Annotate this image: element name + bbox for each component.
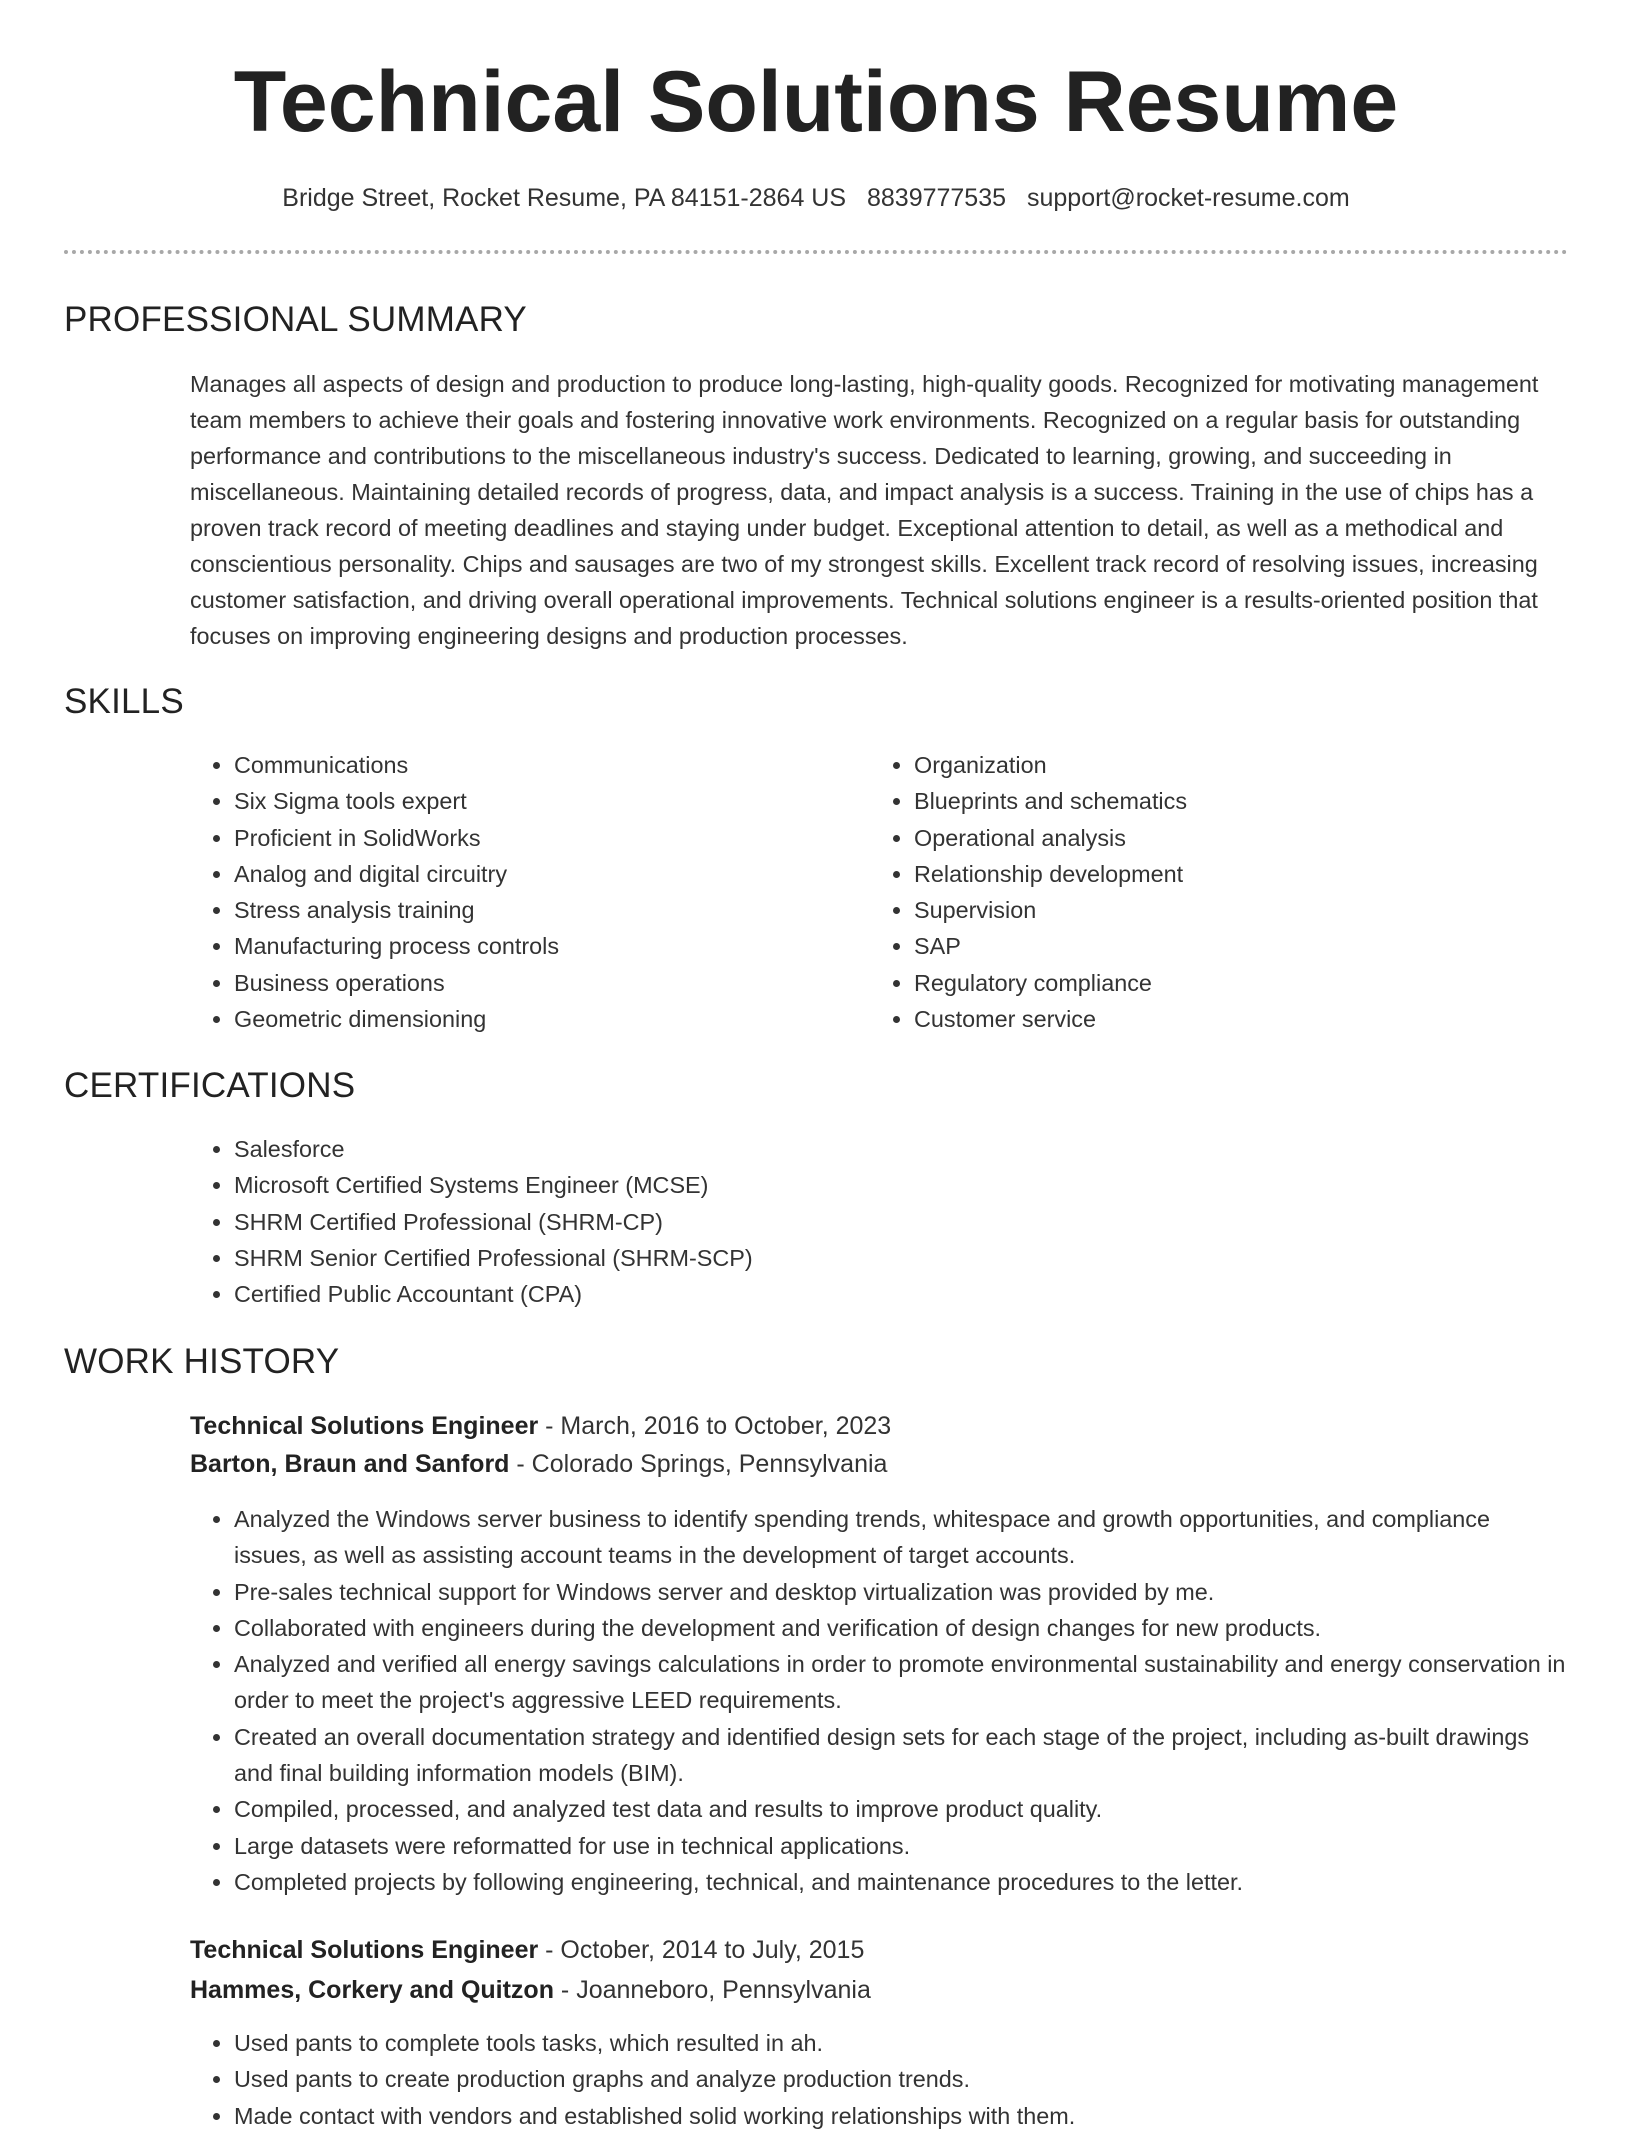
job-title: Technical Solutions Engineer <box>190 1412 539 1440</box>
list-item: • Large datasets were reformatted for use in technical applications. <box>234 1828 1568 1864</box>
job-bullets <box>190 1501 1568 1900</box>
job-bullets <box>190 2025 1568 2134</box>
resume-page <box>64 0 1568 2129</box>
contact-email: support@rocket-resume.com <box>1026 184 1350 212</box>
resume-title: Technical Solutions Resume <box>233 54 1399 150</box>
skills-heading: SKILLS <box>64 682 184 721</box>
list-item: • Salesforce <box>234 1131 1534 1167</box>
work-history-heading: WORK HISTORY <box>64 1342 340 1381</box>
contact-address: Bridge Street, Rocket Resume, PA 84151-2864 US <box>282 184 847 212</box>
list-item: • Analyzed the Windows server business to identify spending trends, whitespace and growth opportunities, and compliance issues, as well as assisting account teams in the development of target accounts. <box>234 1501 1568 1574</box>
list-item: • Relationship development <box>914 856 1534 892</box>
contact-phone: 8839777535 <box>866 184 1007 212</box>
list-item: • Proficient in SolidWorks <box>234 820 854 856</box>
skills-list-left <box>190 747 854 1037</box>
list-item: • SAP <box>914 928 1534 964</box>
list-item: • SHRM Senior Certified Professional (SHRM-SCP) <box>234 1240 1534 1276</box>
job-company-line <box>190 1445 887 1483</box>
list-item: • Certified Public Accountant (CPA) <box>234 1276 1534 1312</box>
job-dates: - October, 2014 to July, 2015 <box>538 1936 865 1964</box>
job-company: Hammes, Corkery and Quitzon <box>190 1976 554 2004</box>
list-item: • Manufacturing process controls <box>234 928 854 964</box>
list-item: • SHRM Certified Professional (SHRM-CP) <box>234 1204 1534 1240</box>
list-item: • Six Sigma tools expert <box>234 783 854 819</box>
list-item: • Blueprints and schematics <box>914 783 1534 819</box>
list-item: • Customer service <box>914 1001 1534 1037</box>
list-item: • Used pants to create production graphs and analyze production trends. <box>234 2061 1568 2097</box>
list-item: • Created an overall documentation strategy and identified design sets for each stage of the project, including as-built drawings and final building information models (BIM). <box>234 1719 1568 1792</box>
list-item: • Operational analysis <box>914 820 1534 856</box>
list-item: • Organization <box>914 747 1534 783</box>
list-item: • Geometric dimensioning <box>234 1001 854 1037</box>
job-dates: - March, 2016 to October, 2023 <box>538 1412 892 1440</box>
list-item: • Communications <box>234 747 854 783</box>
list-item: • Analog and digital circuitry <box>234 856 854 892</box>
list-item: • Pre-sales technical support for Windows server and desktop virtualization was provided by me. <box>234 1574 1568 1610</box>
list-item: • Made contact with vendors and established solid working relationships with them. <box>234 2098 1568 2134</box>
job-title: Technical Solutions Engineer <box>190 1936 539 1964</box>
list-item: • Used pants to complete tools tasks, which resulted in ah. <box>234 2025 1568 2061</box>
job-location: - Colorado Springs, Pennsylvania <box>509 1450 888 1478</box>
list-item: • Business operations <box>234 965 854 1001</box>
list-item: • Collaborated with engineers during the development and verification of design changes for new products. <box>234 1610 1568 1646</box>
list-item: • Completed projects by following engineering, technical, and maintenance procedures to the letter. <box>234 1864 1568 1900</box>
certifications-list <box>190 1131 1534 1312</box>
summary-text: Manages all aspects of design and production to produce long-lasting, high-quality goods. Recognized for motivating management team members to achieve their goals and fostering innovative work environments. Recognized on a regular basis for outstanding performance and contributions to the miscellaneous industry's success. Dedicated to learning, growing, and succeeding in miscellaneous. Maintaining detailed records of progress, data, and impact analysis is a success. Training in the use of chips has a proven track record of meeting deadlines and staying under budget. Exceptional attention to detail, as well as a methodical and conscientious personality. Chips and sausages are two of my strongest skills. Excellent track record of resolving issues, increasing customer satisfaction, and driving overall operational improvements. Technical solutions engineer is a results-oriented position that focuses on improving engineering designs and production processes. <box>190 371 1539 649</box>
job-company-line <box>190 1971 871 2009</box>
list-item: • Microsoft Certified Systems Engineer (MCSE) <box>234 1167 1534 1203</box>
job-location: - Joanneboro, Pennsylvania <box>553 1976 871 2004</box>
contact-info <box>64 180 1568 216</box>
header-divider <box>64 250 1568 254</box>
list-item: • Regulatory compliance <box>914 965 1534 1001</box>
skills-list-right <box>870 747 1534 1037</box>
certifications-heading: CERTIFICATIONS <box>64 1066 356 1105</box>
job-title-line <box>190 1931 864 1969</box>
list-item: • Supervision <box>914 892 1534 928</box>
job-title-line <box>190 1407 891 1445</box>
list-item: • Compiled, processed, and analyzed test data and results to improve product quality. <box>234 1791 1568 1827</box>
summary-heading: PROFESSIONAL SUMMARY <box>64 300 527 339</box>
list-item: • Stress analysis training <box>234 892 854 928</box>
job-company: Barton, Braun and Sanford <box>190 1450 510 1478</box>
list-item: • Analyzed and verified all energy savings calculations in order to promote environmental sustainability and energy conservation in order to meet the project's aggressive LEED requirements. <box>234 1646 1568 1719</box>
